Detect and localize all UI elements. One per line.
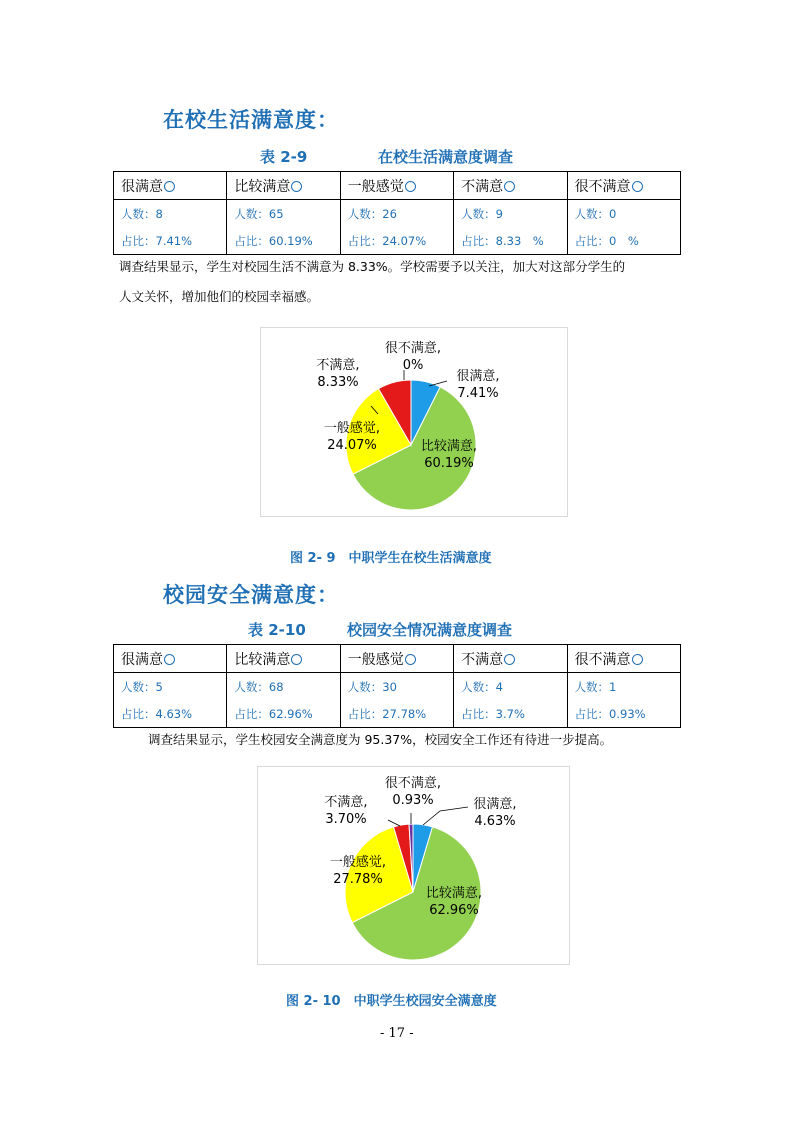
pie-chart-svg (261, 328, 567, 516)
data-label-name: 不满意, (324, 795, 368, 810)
radio-circle-icon (405, 654, 416, 665)
data-label-name: 不满意, (316, 358, 360, 373)
section-heading-campus-life: 在校生活满意度： (163, 108, 339, 132)
header-cell: 一般感觉 (340, 645, 453, 673)
result-paragraph-2 (148, 725, 708, 755)
radio-circle-icon (291, 181, 302, 192)
radio-circle-icon (164, 654, 175, 665)
radio-circle-icon (632, 654, 643, 665)
data-label-percent: 24.07% (327, 438, 377, 453)
data-label-name: 一般感觉, (323, 421, 381, 436)
pie-chart-campus-safety (257, 766, 570, 965)
count-cell: 人数：30 (340, 673, 453, 701)
table-row-ratios (114, 227, 681, 255)
data-label-percent: 62.96% (429, 903, 479, 918)
data-label-percent: 7.41% (457, 386, 499, 401)
table-row-ratios (114, 700, 681, 728)
table-header-row (114, 172, 681, 200)
paragraph-line: 调查结果显示，学生校园安全满意度为 95.37%，校园安全工作还有待进一步提高。 (148, 732, 613, 747)
data-label-percent: 3.70% (325, 812, 367, 827)
radio-circle-icon (164, 181, 175, 192)
paragraph-line: 人文关怀，增加他们的校园幸福感。 (119, 289, 320, 304)
table-title: 校园安全情况满意度调查 (347, 621, 513, 639)
header-cell: 很满意 (114, 172, 227, 200)
header-cell: 很不满意 (567, 645, 680, 673)
result-paragraph-1 (119, 252, 699, 312)
data-label-name: 很满意, (456, 369, 500, 384)
ratio-cell: 占比：4.63% (114, 700, 227, 728)
figure-caption-2-9: 图 2- 9 中职学生在校生活满意度 (290, 551, 492, 566)
data-label-name: 很不满意, (384, 776, 442, 791)
data-label-name: 比较满意, (420, 439, 478, 454)
campus-safety-survey-table (113, 644, 681, 728)
header-cell: 不满意 (454, 645, 567, 673)
data-label-percent: 0.93% (392, 793, 434, 808)
radio-circle-icon (405, 181, 416, 192)
ratio-cell: 占比：0 % (567, 227, 680, 255)
campus-life-survey-table (113, 171, 681, 255)
header-cell: 比较满意 (227, 172, 340, 200)
ratio-cell: 占比：3.7% (454, 700, 567, 728)
header-cell: 比较满意 (227, 645, 340, 673)
ratio-cell: 占比：24.07% (340, 227, 453, 255)
radio-circle-icon (291, 654, 302, 665)
section-heading-campus-safety: 校园安全满意度： (163, 583, 339, 607)
data-label-name: 一般感觉, (329, 855, 387, 870)
data-label-name: 很满意, (473, 797, 517, 812)
data-label-percent: 8.33% (317, 375, 359, 390)
count-cell: 人数：4 (454, 673, 567, 701)
header-cell: 一般感觉 (340, 172, 453, 200)
table-header-row (114, 645, 681, 673)
count-cell: 人数：1 (567, 673, 680, 701)
ratio-cell: 占比：27.78% (340, 700, 453, 728)
count-cell: 人数：9 (454, 200, 567, 228)
count-cell: 人数：0 (567, 200, 680, 228)
table-label: 表 2-10 (248, 621, 306, 639)
figure-caption-2-10: 图 2- 10 中职学生校园安全满意度 (286, 994, 497, 1009)
header-cell: 很满意 (114, 645, 227, 673)
pie-chart-svg (258, 767, 569, 964)
page-number: - 17 - (380, 1026, 414, 1041)
ratio-cell: 占比：60.19% (227, 227, 340, 255)
data-label-percent: 0% (402, 358, 424, 373)
ratio-cell: 占比：8.33 % (454, 227, 567, 255)
ratio-cell: 占比：7.41% (114, 227, 227, 255)
radio-circle-icon (632, 181, 643, 192)
data-label-name: 比较满意, (425, 886, 483, 901)
count-cell: 人数：5 (114, 673, 227, 701)
count-cell: 人数：68 (227, 673, 340, 701)
table-title: 在校生活满意度调查 (378, 148, 514, 166)
radio-circle-icon (504, 181, 515, 192)
count-cell: 人数：8 (114, 200, 227, 228)
header-cell: 不满意 (454, 172, 567, 200)
paragraph-line: 调查结果显示，学生对校园生活不满意为 8.33%。学校需要予以关注，加大对这部分学生的 (119, 259, 626, 274)
radio-circle-icon (504, 654, 515, 665)
table-row-counts (114, 200, 681, 228)
table-label: 表 2-9 (260, 148, 308, 166)
count-cell: 人数：26 (340, 200, 453, 228)
pie-chart-campus-life (260, 327, 568, 517)
data-label-percent: 60.19% (424, 456, 474, 471)
data-label-name: 很不满意, (384, 341, 442, 356)
count-cell: 人数：65 (227, 200, 340, 228)
data-label-percent: 4.63% (474, 814, 516, 829)
table-row-counts (114, 673, 681, 701)
data-label-percent: 27.78% (333, 872, 383, 887)
ratio-cell: 占比：0.93% (567, 700, 680, 728)
header-cell: 很不满意 (567, 172, 680, 200)
leader-line (388, 820, 400, 826)
ratio-cell: 占比：62.96% (227, 700, 340, 728)
leader-line (423, 807, 468, 825)
